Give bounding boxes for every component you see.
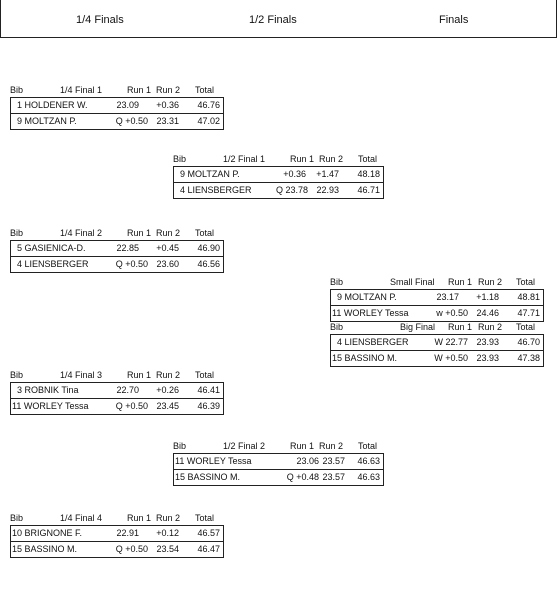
match-header <box>173 154 384 166</box>
athlete-name: 3 ROBNIK Tina <box>17 385 79 395</box>
athlete-name: 9 MOLTZAN P. <box>337 292 397 302</box>
match-title: 1/2 Final 2 <box>223 441 266 451</box>
total-col-label: Total <box>195 228 215 238</box>
bib-col-label: Bib <box>330 322 344 332</box>
total-value: 46.71 <box>357 185 380 195</box>
run2-value: +0.45 <box>156 243 179 253</box>
run2-value: 24.46 <box>476 308 499 318</box>
result-table <box>10 97 224 130</box>
total-col-label: Total <box>358 441 378 451</box>
run2-value: 22.93 <box>316 185 339 195</box>
table-row <box>174 454 383 469</box>
total-value: 48.18 <box>357 169 380 179</box>
total-value: 46.47 <box>197 544 220 554</box>
small-final-header <box>330 277 544 289</box>
match-title: 1/4 Final 2 <box>60 228 103 238</box>
athlete-name: 11 WORLEY Tessa <box>332 308 409 318</box>
table-row <box>11 256 223 272</box>
run1-value: W 22.77 <box>434 337 468 347</box>
table-row <box>11 98 223 113</box>
quarter-final-3 <box>10 370 224 415</box>
match-header <box>10 370 224 382</box>
table-row <box>331 335 543 350</box>
table-row <box>11 398 223 414</box>
total-col-label: Total <box>516 322 536 332</box>
total-value: 47.02 <box>197 116 220 126</box>
run1-value: 23.09 <box>116 100 139 110</box>
match-title: Big Final <box>400 322 436 332</box>
total-value: 46.63 <box>357 472 380 482</box>
table-row <box>174 469 383 485</box>
total-col-label: Total <box>195 513 215 523</box>
run2-value: 23.57 <box>322 472 345 482</box>
table-row <box>11 241 223 256</box>
bib-col-label: Bib <box>173 154 187 164</box>
quarter-final-4 <box>10 513 224 558</box>
bib-col-label: Bib <box>10 513 24 523</box>
big-final-table <box>330 334 544 367</box>
run2-value: 23.60 <box>156 259 179 269</box>
match-header <box>173 441 384 453</box>
athlete-name: 15 BASSINO M. <box>332 353 398 363</box>
match-title: Small Final <box>390 277 435 287</box>
run1-value: w +0.50 <box>436 308 468 318</box>
semi-finals-label: 1/2 Finals <box>249 14 297 26</box>
run1-value: +0.36 <box>283 169 306 179</box>
run1-col-label: Run 1 <box>127 370 152 380</box>
total-value: 46.56 <box>197 259 220 269</box>
table-row <box>11 113 223 129</box>
run2-col-label: Run 2 <box>478 322 503 332</box>
total-value: 48.81 <box>517 292 540 302</box>
athlete-name: 9 MOLTZAN P. <box>17 116 77 126</box>
athlete-name: 10 BRIGNONE F. <box>12 528 83 538</box>
run2-value: 23.31 <box>156 116 179 126</box>
run1-value: 23.06 <box>296 456 319 466</box>
total-col-label: Total <box>516 277 536 287</box>
match-header <box>10 228 224 240</box>
run2-value: 23.45 <box>156 401 179 411</box>
result-table <box>173 166 384 199</box>
run2-col-label: Run 2 <box>156 228 181 238</box>
total-value: 46.70 <box>517 337 540 347</box>
run2-col-label: Run 2 <box>156 513 181 523</box>
table-row <box>11 526 223 541</box>
quarter-final-1 <box>10 85 224 130</box>
quarter-final-2 <box>10 228 224 273</box>
result-table <box>10 382 224 415</box>
run1-col-label: Run 1 <box>127 228 152 238</box>
run2-value: +1.18 <box>476 292 499 302</box>
bib-col-label: Bib <box>10 370 24 380</box>
table-row <box>11 383 223 398</box>
total-value: 46.63 <box>357 456 380 466</box>
run1-value: 22.70 <box>116 385 139 395</box>
run1-value: Q +0.48 <box>286 472 319 482</box>
semi-final-1 <box>173 154 384 199</box>
round-header <box>0 0 557 38</box>
table-row <box>11 541 223 557</box>
run2-col-label: Run 2 <box>156 370 181 380</box>
quarter-finals-label: 1/4 Finals <box>76 14 124 26</box>
table-row <box>331 290 543 305</box>
finals-block <box>330 277 544 367</box>
run2-value: 23.93 <box>476 337 499 347</box>
table-row <box>331 350 543 366</box>
total-col-label: Total <box>195 370 215 380</box>
table-row <box>174 182 383 198</box>
match-title: 1/2 Final 1 <box>223 154 266 164</box>
run1-col-label: Run 1 <box>290 154 315 164</box>
table-row <box>174 167 383 182</box>
run1-value: Q +0.50 <box>115 401 148 411</box>
run2-col-label: Run 2 <box>319 154 344 164</box>
match-header <box>10 85 224 97</box>
run2-value: +0.36 <box>156 100 179 110</box>
bib-col-label: Bib <box>10 228 24 238</box>
run2-value: +0.26 <box>156 385 179 395</box>
match-header <box>10 513 224 525</box>
total-value: 46.39 <box>197 401 220 411</box>
run1-value: Q 23.78 <box>275 185 308 195</box>
result-table <box>10 525 224 558</box>
athlete-name: 4 LIENSBERGER <box>180 185 252 195</box>
run1-col-label: Run 1 <box>448 322 473 332</box>
run2-col-label: Run 2 <box>156 85 181 95</box>
run1-value: Q +0.50 <box>115 544 148 554</box>
total-col-label: Total <box>195 85 215 95</box>
run1-col-label: Run 1 <box>448 277 473 287</box>
run1-value: Q +0.50 <box>115 116 148 126</box>
run2-col-label: Run 2 <box>478 277 503 287</box>
match-title: 1/4 Final 3 <box>60 370 103 380</box>
table-row <box>331 305 543 321</box>
match-title: 1/4 Final 4 <box>60 513 103 523</box>
run1-value: 23.17 <box>436 292 459 302</box>
run2-value: 23.57 <box>322 456 345 466</box>
athlete-name: 15 BASSINO M. <box>175 472 241 482</box>
total-value: 46.90 <box>197 243 220 253</box>
run1-col-label: Run 1 <box>127 85 152 95</box>
run1-value: W +0.50 <box>434 353 468 363</box>
bib-col-label: Bib <box>330 277 344 287</box>
bib-col-label: Bib <box>10 85 24 95</box>
athlete-name: 4 LIENSBERGER <box>17 259 89 269</box>
athlete-name: 11 WORLEY Tessa <box>175 456 252 466</box>
bib-col-label: Bib <box>173 441 187 451</box>
semi-final-2 <box>173 441 384 486</box>
run1-value: Q +0.50 <box>115 259 148 269</box>
small-final-table <box>330 289 544 322</box>
total-col-label: Total <box>358 154 378 164</box>
run1-col-label: Run 1 <box>127 513 152 523</box>
run1-col-label: Run 1 <box>290 441 315 451</box>
athlete-name: 11 WORLEY Tessa <box>12 401 89 411</box>
total-value: 46.41 <box>197 385 220 395</box>
result-table <box>10 240 224 273</box>
athlete-name: 9 MOLTZAN P. <box>180 169 240 179</box>
athlete-name: 5 GASIENICA-D. <box>17 243 86 253</box>
finals-label: Finals <box>439 14 469 26</box>
run1-value: 22.91 <box>116 528 139 538</box>
total-value: 46.57 <box>197 528 220 538</box>
run2-col-label: Run 2 <box>319 441 344 451</box>
run1-value: 22.85 <box>116 243 139 253</box>
match-title: 1/4 Final 1 <box>60 85 103 95</box>
result-table <box>173 453 384 486</box>
run2-value: +0.12 <box>156 528 179 538</box>
total-value: 46.76 <box>197 100 220 110</box>
big-final-header <box>330 322 544 334</box>
total-value: 47.38 <box>517 353 540 363</box>
athlete-name: 1 HOLDENER W. <box>17 100 88 110</box>
run2-value: 23.93 <box>476 353 499 363</box>
total-value: 47.71 <box>517 308 540 318</box>
run2-value: 23.54 <box>156 544 179 554</box>
athlete-name: 4 LIENSBERGER <box>337 337 409 347</box>
athlete-name: 15 BASSINO M. <box>12 544 78 554</box>
run2-value: +1.47 <box>316 169 339 179</box>
